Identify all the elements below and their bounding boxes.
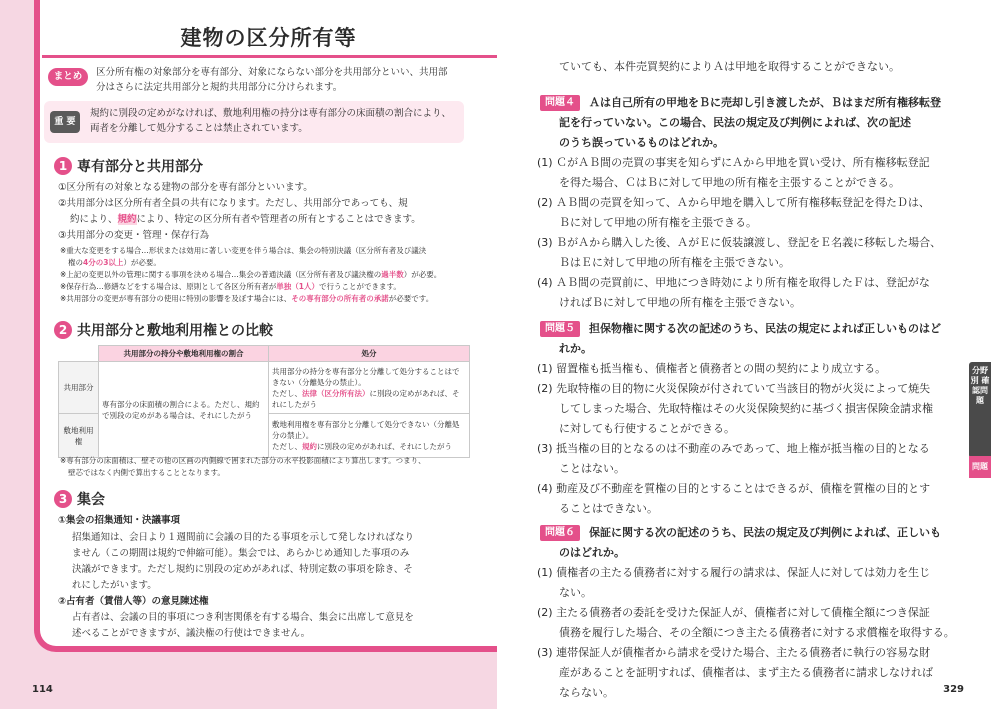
sec3-line: 決議ができます。ただし規約に別段の定めがあれば、特別定数の事項を除き、そ bbox=[72, 564, 413, 575]
text-run: ※保存行為…修繕などをする場合は、原則として各区分所有者が bbox=[60, 282, 277, 291]
left-page bbox=[0, 0, 497, 709]
highlight-term: 規約 bbox=[302, 442, 317, 451]
answer-option: を得た場合、ＣはＢに対して甲地の所有権を主張することができる。 bbox=[559, 176, 900, 189]
right-page bbox=[497, 0, 1000, 709]
question-text: 記を行っていない。この場合、民法の規定及び判例によれば、次の記述 bbox=[559, 116, 911, 129]
text-run: ただし、 bbox=[272, 388, 302, 398]
content-panel bbox=[34, 0, 497, 652]
table-row bbox=[59, 362, 470, 414]
sec3-line: ません（この期間は規約で伸縮可能）。集会では、あらかじめ通知した事項のみ bbox=[72, 548, 410, 559]
text-run: ※共用部分の変更が専有部分の使用に特別の影響を及ぼす場合には、 bbox=[60, 294, 292, 303]
important-line: 両者を分離して処分することは禁止されています。 bbox=[90, 123, 308, 134]
highlight-term: その専有部分の所有者の承諾 bbox=[291, 294, 389, 303]
section-number: 2 bbox=[54, 321, 72, 339]
page-title: 建物の区分所有等 bbox=[180, 26, 357, 50]
continued-text: ていても、本件売買契約によりＡは甲地を取得することができない。 bbox=[559, 60, 900, 73]
answer-option: してしまった場合、先取特権はその火災保険契約に基づく損害保険金請求権 bbox=[559, 402, 933, 415]
sec2-note: 壁芯ではなく内側で算出することとなります。 bbox=[68, 468, 225, 477]
summary-line: 分はさらに法定共用部分と規約共用部分に分けられます。 bbox=[96, 82, 343, 93]
section-title: 集会 bbox=[77, 492, 105, 508]
answer-option: (1) 留置権も抵当権も、債権者と債務者との間の契約により成立する。 bbox=[537, 362, 887, 375]
table-row-header: 共用部分 bbox=[59, 362, 99, 414]
answer-option: (2) ＡＢ間の売買を知って、Ａから甲地を購入して所有権移転登記を得たＤは、 bbox=[537, 196, 930, 209]
answer-option: ければＢに対して甲地の所有権を主張できない。 bbox=[559, 296, 801, 309]
section-title: 共用部分と敷地利用権との比較 bbox=[77, 323, 273, 339]
table-header: 処分 bbox=[269, 346, 470, 362]
answer-option: (1) 債権者の主たる債務者に対する履行の請求は、保証人に対しては効力を生じ bbox=[537, 566, 931, 579]
sec1-note: ※重大な変更をする場合…形状または効用に著しい変更を伴う場合は、集会の特別決議（区分所有者及び議決 bbox=[60, 246, 427, 255]
answer-option: Ｂに対して甲地の所有権を主張できる。 bbox=[559, 216, 757, 229]
highlight-term: 規約 bbox=[117, 214, 137, 225]
important-box bbox=[44, 101, 464, 143]
text-run: 約により、 bbox=[70, 214, 118, 225]
cell-text bbox=[272, 388, 466, 410]
section-3-heading bbox=[54, 489, 105, 509]
table-header: 共用部分の持分や敷地利用権の割合 bbox=[99, 346, 269, 362]
sec1-line bbox=[70, 212, 421, 228]
sec3-line: 占有者は、会議の目的事項につき利害関係を有する場合、集会に出席して意見を bbox=[72, 612, 414, 623]
sec3-line: れにしたがいます。 bbox=[72, 580, 157, 591]
question-text: れか。 bbox=[559, 342, 592, 355]
summary-box bbox=[48, 63, 458, 97]
sec1-line: ①区分所有の対象となる建物の部分を専有部分といいます。 bbox=[58, 182, 313, 193]
answer-option: 債務を履行した場合、その全額につき主たる債務者に対する求償権を取得する。 bbox=[559, 626, 955, 639]
section-title: 専有部分と共用部分 bbox=[77, 159, 203, 175]
sec1-line: ③共用部分の変更・管理・保存行為 bbox=[58, 230, 210, 241]
question-badge: 問題５ bbox=[540, 321, 580, 337]
important-text bbox=[90, 106, 460, 136]
text-run: ただし、 bbox=[272, 442, 302, 451]
highlight-term: 法律（区分所有法） bbox=[302, 388, 370, 398]
cell-text: 共用部分の持分を専有部分と分離して処分することはできない（分離処分の禁止）。 bbox=[272, 366, 460, 387]
table-cell: 専有部分の床面積の割合による。ただし、規約で別段の定めがある場合は、それにしたがう bbox=[99, 362, 269, 458]
cell-text: 敷地利用権を専有部分と分離して処分できない（分離処分の禁止）。 bbox=[272, 420, 460, 440]
table-corner bbox=[59, 346, 99, 362]
sec1-line: ②共用部分は区分所有者全員の共有になります。ただし、共用部分であっても、規 bbox=[58, 198, 408, 209]
table-header-row bbox=[59, 346, 470, 362]
highlight-term: 単独（1人） bbox=[276, 282, 320, 291]
answer-option: ない。 bbox=[559, 586, 592, 599]
sec1-note bbox=[68, 257, 161, 269]
text-run: が必要です。 bbox=[388, 294, 434, 303]
cell-text bbox=[272, 441, 466, 452]
text-run: により、特定の区分所有者や管理者の所有とすることはできます。 bbox=[136, 214, 421, 225]
sec1-note bbox=[60, 293, 433, 305]
answer-option: (4) 動産及び不動産を質権の目的とすることはできるが、債権を質権の目的とす bbox=[537, 482, 931, 495]
sec3-line: 招集通知は、会日より１週間前に会議の目的たる事項を示して発しなければなり bbox=[72, 532, 415, 543]
answer-option: (3) 抵当権の目的となるのは不動産のみであって、地上権が抵当権の目的となる bbox=[537, 442, 930, 455]
question-badge: 問題４ bbox=[540, 95, 580, 111]
sec3-line: 述べることができますが、議決権の行使はできません。 bbox=[72, 628, 311, 639]
answer-option: ＢはＥに対して甲地の所有権を主張できない。 bbox=[559, 256, 790, 269]
answer-option: (2) 主たる債務者の委託を受けた保証人が、債権者に対して債権全額につき保証 bbox=[537, 606, 930, 619]
text-run: 権の bbox=[68, 258, 83, 267]
sec1-note bbox=[60, 269, 441, 281]
chapter-side-tab-label: 問題 bbox=[969, 456, 991, 478]
section-1-heading bbox=[54, 156, 203, 176]
text-run: ）が必要。 bbox=[123, 258, 161, 267]
question-text: 保証に関する次の記述のうち、民法の規定及び判例によれば、正しいも bbox=[589, 526, 941, 539]
chapter-side-tab: 分野別 確認問題 bbox=[969, 362, 991, 458]
text-run: に別段の定めがあれば、それにしたがう bbox=[317, 442, 452, 451]
answer-option: ならない。 bbox=[559, 686, 614, 699]
highlight-term: 4分の3以上 bbox=[83, 258, 124, 267]
table-cell bbox=[269, 362, 470, 414]
summary-text bbox=[96, 65, 456, 95]
answer-option: (1) ＣがＡＢ間の売買の事実を知らずにＡから甲地を買い受け、所有権移転登記 bbox=[537, 156, 930, 169]
table-cell bbox=[269, 414, 470, 458]
question-text: 担保物権に関する次の記述のうち、民法の規定によれば正しいものはど bbox=[589, 322, 941, 335]
sec3-subheading: ①集会の招集通知・決議事項 bbox=[58, 515, 181, 526]
comparison-table bbox=[58, 345, 470, 458]
section-number: 3 bbox=[54, 490, 72, 508]
highlight-term: 過半数 bbox=[381, 270, 404, 279]
answer-option: ることはできない。 bbox=[559, 502, 658, 515]
important-line: 規約に別段の定めがなければ、敷地利用権の持分は専有部分の床面積の割合により、 bbox=[90, 108, 452, 119]
answer-option: (2) 先取特権の目的物に火災保険が付されていて当該目的物が火災によって焼失 bbox=[537, 382, 931, 395]
answer-option: に対しても行使することができる。 bbox=[559, 422, 735, 435]
summary-badge: まとめ bbox=[48, 68, 88, 86]
question-badge: 問題６ bbox=[540, 525, 580, 541]
answer-option: (4) ＡＢ間の売買前に、甲地につき時効により所有権を取得したＦは、登記がな bbox=[537, 276, 930, 289]
question-text: Ａは自己所有の甲地をＢに売却し引き渡したが、Ｂはまだ所有権移転登 bbox=[589, 96, 941, 109]
question-text: のうち誤っているものはどれか。 bbox=[559, 136, 724, 149]
text-run: で行うことができます。 bbox=[319, 282, 401, 291]
table-row-header: 敷地利用権 bbox=[59, 414, 99, 458]
page-number-right: 329 bbox=[943, 684, 964, 695]
important-badge: 重 要 bbox=[50, 111, 80, 133]
answer-option: ことはない。 bbox=[559, 462, 625, 475]
section-2-heading bbox=[54, 320, 273, 340]
title-rule bbox=[42, 55, 497, 58]
answer-option: (3) ＢがＡから購入した後、ＡがＥに仮装譲渡し、登記をＥ名義に移転した場合、 bbox=[537, 236, 942, 249]
sec1-note bbox=[60, 281, 401, 293]
section-number: 1 bbox=[54, 157, 72, 175]
answer-option: (3) 連帯保証人が債権者から請求を受けた場合、主たる債務者に執行の容易な財 bbox=[537, 646, 931, 659]
page-number-left: 114 bbox=[32, 684, 53, 695]
text-run: ）が必要。 bbox=[403, 270, 442, 279]
answer-option: 産があることを証明すれば、債権者は、まず主たる債務者に請求しなければ bbox=[559, 666, 933, 679]
summary-line: 区分所有権の対象部分を専有部分、対象にならない部分を共用部分といい、共用部 bbox=[96, 67, 448, 78]
text-run: に別段の定めがあれば、それにしたがう bbox=[272, 388, 460, 409]
sec3-subheading: ②占有者（賃借人等）の意見陳述権 bbox=[58, 596, 209, 607]
sec2-note: ※専有部分の床面積は、壁その他の区画の内側線で囲まれた部分の水平投影面積により算出します。つまり、 bbox=[60, 456, 426, 465]
text-run: ※上記の変更以外の管理に関する事項を決める場合…集会の普通決議（区分所有者及び議決権の bbox=[60, 270, 382, 279]
question-text: のはどれか。 bbox=[559, 546, 625, 559]
